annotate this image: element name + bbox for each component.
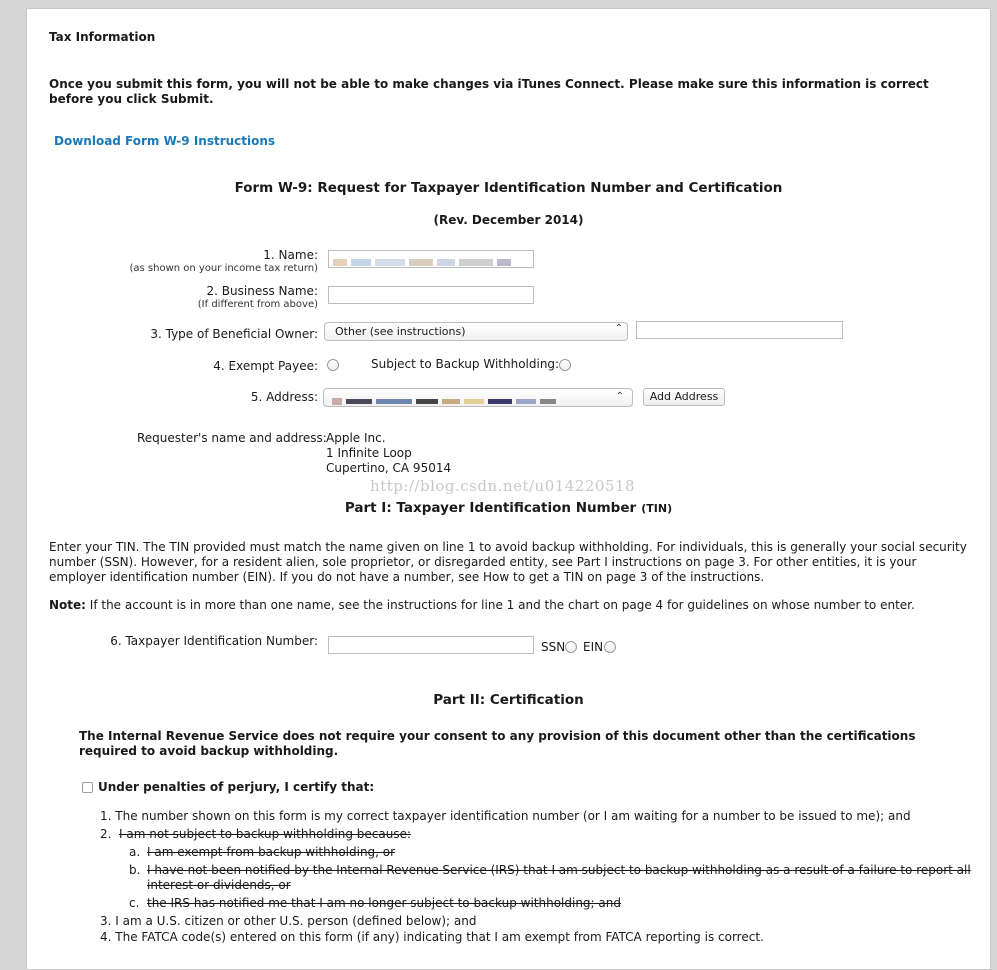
exempt-payee-label: 4. Exempt Payee:	[213, 359, 318, 373]
form-revision: (Rev. December 2014)	[433, 213, 584, 227]
tax-form-panel	[26, 8, 991, 970]
business-label-block	[87, 284, 318, 312]
part1-intro: Enter your TIN. The TIN provided must match the name given on line 1 to avoid backup withholding. For individuals, this is generally your social security number (SSN). However, for a resident alien, sole proprietor, or disregarded entity, see Part I instructions on page 3. For other entities, it is your employer identification number (EIN). If you do not have a number, see How to get a TIN on page 3 of the instructions.	[49, 540, 967, 584]
requester-address	[326, 431, 451, 476]
watermark: http://blog.csdn.net/u014220518	[370, 477, 636, 495]
perjury-statement: Under penalties of perjury, I certify that:	[98, 780, 375, 794]
part2-title: Part II: Certification	[433, 692, 584, 708]
part1-note	[49, 598, 974, 612]
business-name-label: 2. Business Name:	[206, 284, 318, 298]
cert-item-2-number: 2.	[100, 827, 112, 841]
requester-label: Requester's name and address:	[137, 431, 327, 445]
cert-item-2b-line2: interest or dividends, or	[147, 878, 291, 892]
backup-withholding-radio[interactable]	[559, 359, 571, 371]
part2-consent: The Internal Revenue Service does not require your consent to any provision of this document other than the certifications required to avoid backup withholding.	[79, 729, 916, 758]
ein-label: EIN	[583, 640, 604, 654]
cert-item-3: 3. I am a U.S. citizen or other U.S. person (defined below); and	[100, 914, 477, 928]
exempt-payee-radio[interactable]	[327, 359, 339, 371]
cert-item-2: I am not subject to backup withholding because:	[119, 827, 411, 841]
name-sublabel: (as shown on your income tax return)	[129, 263, 318, 274]
owner-other-input[interactable]	[636, 321, 843, 339]
name-field[interactable]	[328, 250, 534, 268]
note-text: If the account is in more than one name, see the instructions for line 1 and the chart on page 4 for guidelines on whose number to enter.	[89, 598, 915, 612]
owner-type-label: 3. Type of Beneficial Owner:	[150, 327, 318, 341]
cert-item-2b-line1: I have not been notified by the Internal Revenue Service (IRS) that I am subject to backup withholding as a result of a failure to report all	[147, 863, 971, 877]
address-chevron-icon: ⌃	[615, 391, 624, 402]
part1-title-block	[27, 497, 990, 516]
submit-warning: Once you submit this form, you will not be able to make changes via iTunes Connect. Please make sure this information is correct before you click Submit.	[49, 77, 929, 106]
cert-item-1: 1. The number shown on this form is my correct taxpayer identification number (or I am waiting for a number to be issued to me); and	[100, 809, 911, 823]
part1-title: Part I: Taxpayer Identification Number	[344, 500, 637, 516]
tin-label: 6. Taxpayer Identification Number:	[110, 634, 318, 648]
ssn-radio[interactable]	[565, 641, 577, 653]
requester-line-2: 1 Infinite Loop	[326, 446, 412, 460]
address-select[interactable]	[323, 388, 633, 407]
backup-withholding-label: Subject to Backup Withholding:	[371, 357, 560, 371]
cert-item-2a: I am exempt from backup withholding, or	[147, 845, 396, 859]
tin-input[interactable]	[328, 636, 534, 654]
name-label-block	[87, 248, 318, 276]
cert-item-4: 4. The FATCA code(s) entered on this form (if any) indicating that I am exempt from FATCA reporting is correct.	[100, 930, 764, 944]
perjury-checkbox[interactable]	[82, 782, 93, 793]
select-chevron-icon: ⌃	[614, 323, 623, 334]
download-instructions-link[interactable]: Download Form W-9 Instructions	[54, 134, 276, 148]
owner-type-select[interactable]	[324, 322, 628, 341]
cert-item-2c: the IRS has notified me that I am no longer subject to backup withholding; and	[147, 896, 621, 910]
business-name-input[interactable]	[328, 286, 534, 304]
note-label: Note:	[49, 598, 86, 612]
section-title: Tax Information	[49, 30, 156, 44]
add-address-button[interactable]: Add Address	[643, 388, 725, 406]
cert-item-2c-letter: c.	[129, 896, 140, 910]
cert-item-2a-letter: a.	[129, 845, 141, 859]
ein-radio[interactable]	[604, 641, 616, 653]
name-label: 1. Name:	[263, 248, 318, 262]
part1-title-suffix: (TIN)	[641, 502, 673, 515]
form-title: Form W-9: Request for Taxpayer Identification Number and Certification	[234, 180, 783, 196]
cert-item-2b-letter: b.	[129, 863, 141, 877]
requester-line-3: Cupertino, CA 95014	[326, 461, 452, 475]
business-name-sublabel: (If different from above)	[197, 299, 318, 310]
address-label: 5. Address:	[250, 390, 318, 404]
ssn-label: SSN	[541, 640, 566, 654]
owner-type-value: Other (see instructions)	[335, 325, 466, 338]
requester-line-1: Apple Inc.	[326, 431, 386, 445]
